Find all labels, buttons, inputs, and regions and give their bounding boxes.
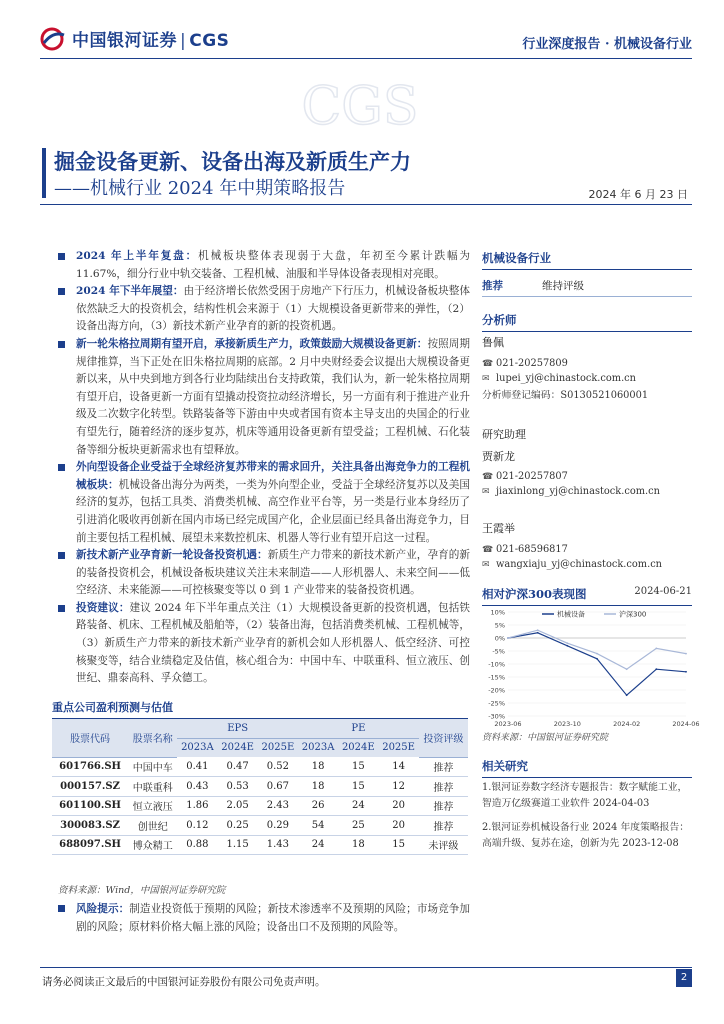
data-point <box>537 632 539 634</box>
cell-eps: 0.53 <box>226 780 249 792</box>
legend-label: 沪深300 <box>619 610 647 619</box>
cell-code: 300083.SZ <box>60 819 120 831</box>
cell-eps: 0.47 <box>226 761 249 772</box>
header-year: 2025E <box>258 738 298 757</box>
phone-icon: ☎ <box>482 544 494 555</box>
cell-pe: 15 <box>351 780 365 792</box>
cell-pe: 54 <box>311 819 325 831</box>
mail-icon: ✉ <box>482 486 490 497</box>
chart-title: 相对沪深300表现图 <box>482 587 587 601</box>
cell-eps: 0.29 <box>266 819 290 831</box>
rating-label: 推荐 <box>482 280 503 292</box>
brand-logo <box>40 26 229 51</box>
cell-eps: 1.86 <box>186 800 209 812</box>
header-year: 2023A <box>298 738 338 757</box>
header-year: 2024E <box>338 738 378 757</box>
cell-pe: 24 <box>351 800 365 812</box>
cell-name: 恒立液压 <box>132 802 173 814</box>
rating-value: 维持评级 <box>542 280 584 292</box>
rating-row <box>482 278 692 293</box>
cell-eps: 1.15 <box>226 839 249 851</box>
chart-header <box>482 586 692 606</box>
bullet-investment-advice: 投资建议：建议 2024 年下半年重点关注（1）大规模设备更新的投资机遇，包括铁路装备、机床、工程机械及船舶等，（2）装备出海，包括消费类机械、工程机械等，（3）新质生产力带来的新技术新产业孕育的新机会如人形机器人、低空经济、可控核聚变等，结合业绩稳定及估值，核心组合为：中国中车、中联重科、恒立液压、创世纪、鼎泰高科、孚众德工。 <box>52 600 470 688</box>
page-number: 2 <box>676 969 692 987</box>
cell-eps: 0.88 <box>186 839 209 851</box>
bullet-new-tech: 新技术新产业孕育新一轮设备投资机遇：新质生产力带来的新技术新产业，孕育的新的装备投资机会，机械设备板块建议关注未来制造——人形机器人、未来空间——低空经济、未来能源——可控核聚变等以 0 到 1 产业带来的装备投资机遇。 <box>52 547 470 600</box>
analyst-email[interactable]: ✉ wangxiaju_yj@chinastock.com.cn <box>482 559 662 570</box>
risk-warning <box>52 900 470 936</box>
cell-name: 博众精工 <box>132 841 173 853</box>
y-tick-label: 0% <box>494 634 505 643</box>
analyst-name: 鲁佩 <box>482 336 504 349</box>
x-tick-label: 2024-06 <box>672 720 700 728</box>
y-tick-label: -15% <box>488 673 505 682</box>
data-point <box>566 642 568 644</box>
cell-pe: 18 <box>311 761 325 772</box>
chart-date: 2024-06-21 <box>634 586 692 597</box>
header-year: 2024E <box>217 738 257 757</box>
related-item[interactable]: 1.银河证券数字经济专题报告：数字赋能工业，智造万亿级赛道工业软件 2024-04-03 <box>482 782 688 809</box>
bullet-outlook: 2024 年下半年展望：由于经济增长依然受困于房地产下行压力，机械设备板块整体依然缺乏大的投资机会，结构性机会来源于（1）大规模设备更新带来的弹性，（2）设备出海方向，（3）新技术新产业孕育的新的投资机遇。 <box>52 283 470 336</box>
analyst-email[interactable]: ✉ lupei_yj@chinastock.com.cn <box>482 373 636 384</box>
table-row <box>52 835 468 855</box>
analyst-email[interactable]: ✉ jiaxinlong_yj@chinastock.com.cn <box>482 486 660 497</box>
y-tick-label: -5% <box>492 647 505 656</box>
y-tick-label: 5% <box>494 621 505 630</box>
cell-rating: 推荐 <box>433 763 454 775</box>
cell-eps: 0.12 <box>186 819 209 831</box>
analyst-1 <box>482 334 692 401</box>
footer-divider <box>40 967 692 968</box>
data-point <box>596 653 598 655</box>
data-point <box>626 694 628 696</box>
x-tick-label: 2023-10 <box>553 720 581 728</box>
cell-pe: 15 <box>351 761 365 772</box>
y-tick-label: -25% <box>488 699 505 708</box>
mail-icon: ✉ <box>482 373 490 384</box>
cell-eps: 0.67 <box>266 780 290 792</box>
x-tick-label: 2024-02 <box>613 720 641 728</box>
cell-eps: 0.43 <box>186 780 209 792</box>
data-point <box>566 645 568 647</box>
cell-code: 601766.SH <box>59 761 122 773</box>
cell-name: 中联重科 <box>132 782 173 794</box>
analyst-header: 分析师 <box>482 312 692 332</box>
cell-rating: 推荐 <box>433 782 454 794</box>
data-point <box>655 668 657 670</box>
cell-code: 688097.SH <box>59 839 122 851</box>
table-row <box>52 757 468 777</box>
cell-pe: 18 <box>311 780 325 792</box>
series-line-hs300 <box>508 630 686 669</box>
cell-pe: 25 <box>351 819 365 831</box>
header-divider <box>40 58 692 59</box>
legend-label: 机械设备 <box>557 610 585 619</box>
analyst-phone: ☎ 021-20257809 <box>482 358 568 369</box>
footer-disclaimer: 请务必阅读正文最后的中国银河证券股份有限公司免责声明。 <box>42 976 326 988</box>
cell-rating: 未评级 <box>428 841 459 853</box>
cell-eps: 2.05 <box>226 800 249 812</box>
header-pe: PE <box>298 719 419 739</box>
summary-bullets <box>52 248 470 688</box>
valuation-table <box>52 718 468 855</box>
analyst-cert: 分析师登记编码：S0130521060001 <box>482 389 649 401</box>
report-type: 行业深度报告 · 机械设备行业 <box>522 37 692 52</box>
cell-pe: 18 <box>351 839 365 851</box>
relative-performance-chart <box>482 606 700 730</box>
y-tick-label: -10% <box>488 660 505 669</box>
y-tick-label: 10% <box>490 608 505 617</box>
rating-divider <box>482 296 692 297</box>
data-point <box>655 648 657 650</box>
header-code: 股票代码 <box>52 719 128 758</box>
title-accent <box>42 148 46 198</box>
table-row <box>52 816 468 836</box>
related-header: 相关研究 <box>482 758 692 778</box>
cell-eps: 0.25 <box>226 819 249 831</box>
x-tick-label: 2023-06 <box>494 720 522 728</box>
y-tick-label: -30% <box>488 712 505 721</box>
cell-code: 601100.SH <box>59 800 122 812</box>
analyst-name: 贾新龙 <box>482 450 515 463</box>
report-subtitle: ——机械行业 2024 年中期策略报告 <box>54 178 346 199</box>
data-point <box>685 653 687 655</box>
header-year: 2025E <box>378 738 418 757</box>
cell-eps: 0.52 <box>266 761 290 772</box>
title-divider <box>40 204 692 205</box>
data-point <box>507 637 509 639</box>
report-date: 2024 年 6 月 23 日 <box>588 188 688 201</box>
header-year: 2023A <box>177 738 217 757</box>
data-point <box>685 671 687 673</box>
chart-source: 资料来源：中国银河证券研究院 <box>482 733 609 743</box>
analyst-role: 研究助理 <box>482 428 526 441</box>
y-tick-label: -20% <box>488 686 505 695</box>
cell-pe: 20 <box>392 800 405 812</box>
data-point <box>537 629 539 631</box>
cell-pe: 15 <box>392 839 405 851</box>
cell-eps: 1.43 <box>266 839 290 851</box>
cgs-watermark-icon <box>300 62 420 152</box>
risk-head: 风险提示： <box>76 903 130 915</box>
cell-name: 中国中车 <box>132 763 173 775</box>
cell-pe: 14 <box>392 761 405 772</box>
report-title: 掘金设备更新、设备出海及新质生产力 <box>54 149 411 174</box>
cell-rating: 推荐 <box>433 802 454 814</box>
analyst-name: 王霞举 <box>482 522 515 535</box>
cell-pe: 24 <box>311 839 325 851</box>
phone-icon: ☎ <box>482 358 494 369</box>
cell-eps: 0.41 <box>186 761 209 772</box>
analyst-2 <box>482 426 692 499</box>
table-row <box>52 777 468 797</box>
cell-pe: 12 <box>392 780 405 792</box>
table-source: 资料来源：Wind，中国银河证券研究院 <box>58 885 226 896</box>
cell-code: 000157.SZ <box>60 780 120 792</box>
brand-name: 中国银河证券 | CGS <box>72 31 230 51</box>
related-item[interactable]: 2.银河证券机械设备行业 2024 年度策略报告：高端升级、复苏在途，创新为先 2023-12-08 <box>482 822 690 849</box>
analyst-phone: ☎ 021-68596817 <box>482 544 568 555</box>
bullet-juglar-cycle: 新一轮朱格拉周期有望开启，承接新质生产力，政策鼓励大规模设备更新：按照周期规律推算，当下正处在旧朱格拉周期的底部。2 月中央财经委会议提出大规模设备更新以来，从中央到地方到各行业均陆续出台支持政策，我们认为，新一轮朱格拉周期有望开启，设备更新一方面有望撬动投资拉动经济增长，另一方面有利于推进产业升级及二次数字化转型。铁路装备等下游由中央或者国有资本主导支出的央国企的行业有望先行，随着经济的逐步复苏，机床等通用设备更新有望受益；工程机械、石化装备等细分板块更新需求也有望释放。 <box>52 336 470 459</box>
cell-rating: 推荐 <box>433 821 454 833</box>
cell-pe: 26 <box>311 800 325 812</box>
header-name: 股票名称 <box>128 719 177 758</box>
analyst-3 <box>482 520 692 572</box>
svg-text:CGS: CGS <box>301 77 419 137</box>
sidebar-industry: 机械设备行业 <box>482 250 692 270</box>
header-rating: 投资评级 <box>419 719 468 758</box>
risk-text: 制造业投资低于预期的风险；新技术渗透率不及预期的风险；市场竞争加剧的风险；原材料价格大幅上涨的风险；设备出口不及预期的风险等。 <box>76 903 471 933</box>
data-point <box>596 658 598 660</box>
data-point <box>626 668 628 670</box>
bullet-overseas: 外向型设备企业受益于全球经济复苏带来的需求回升，关注具备出海竞争力的工程机械板块：机械设备出海分为两类，一类为外向型企业，受益于全球经济复苏以及美国经济的复苏，包括工具类、消费类机械、高空作业平台等，另一类是行业本身经历了引进消化吸收再创新在国内市场已经完成国产化，企业层面已经具备出海竞争力，目前主要包括工程机械、展望未来数控机床、机器人等行业有望开启这一过程。 <box>52 459 470 547</box>
table-row <box>52 796 468 816</box>
cell-name: 创世纪 <box>137 821 168 833</box>
cell-pe: 20 <box>392 819 405 831</box>
galaxy-logo-icon <box>40 27 66 51</box>
phone-icon: ☎ <box>482 471 494 482</box>
table-caption: 重点公司盈利预测与估值 <box>52 701 173 714</box>
mail-icon: ✉ <box>482 559 490 570</box>
header-eps: EPS <box>177 719 298 739</box>
cell-eps: 2.43 <box>266 800 290 812</box>
bullet-review: 2024 年上半年复盘：机械板块整体表现弱于大盘，年初至今累计跌幅为 11.67%，细分行业中轨交装备、工程机械、油服和半导体设备表现相对亮眼。 <box>52 248 470 283</box>
analyst-phone: ☎ 021-20257807 <box>482 471 568 482</box>
